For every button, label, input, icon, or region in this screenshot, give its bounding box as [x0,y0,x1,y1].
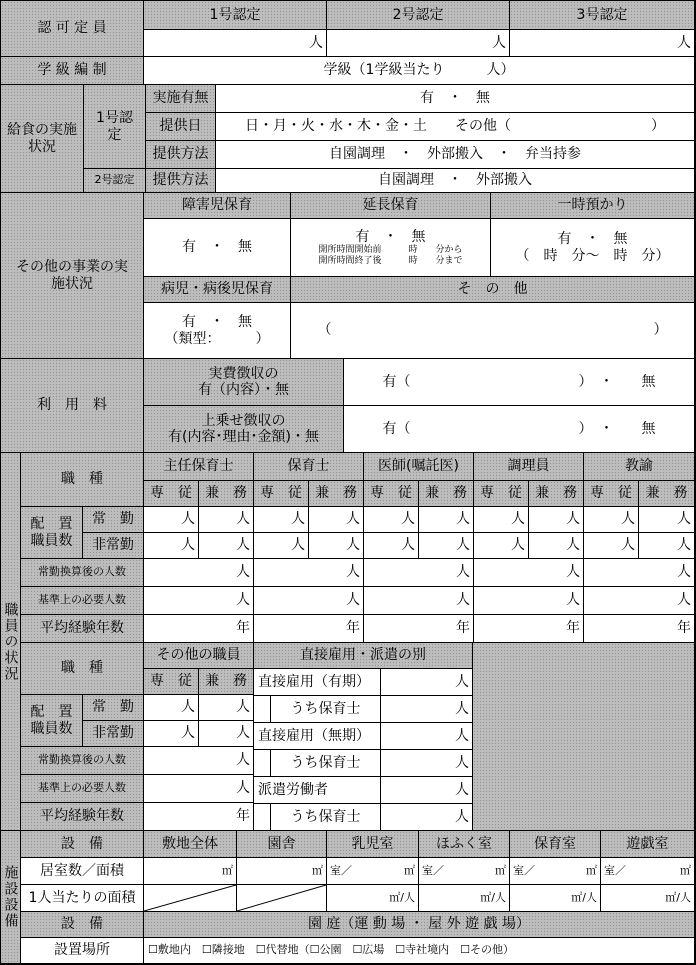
senju-header: 専 従 [474,481,529,507]
setsubi-label-2: 設 備 [21,912,144,938]
sonota-label: そ の 他 [291,277,695,303]
room-unit: 室／ [513,863,535,877]
meals-row-label: 実施有無 [146,85,216,113]
staff-count-input[interactable]: 人 [419,507,474,533]
capacity-input[interactable]: 人 [144,30,327,57]
per-area-input[interactable]: ㎡/人 [510,885,601,912]
per-area-input[interactable]: ㎡/人 [601,885,695,912]
koyou-row-label: うち保育士 [271,750,381,777]
m2-unit: ㎡ [680,863,691,877]
staff-count-input[interactable]: 人 [309,533,364,559]
facility-header: 園舎 [237,831,327,858]
per-area-input[interactable]: ㎡/人 [419,885,510,912]
koyou-row-label: 派遣労働者 [254,777,381,804]
koyou-header: 直接雇用・派遣の別 [254,643,473,669]
per-area-blank [144,885,237,912]
fees-l1: 上乗せ徴収の [201,412,286,429]
fees-row-value[interactable]: 有（ ） ・ 無 [344,406,695,453]
meals-type1-text: 1号認定 [96,110,133,143]
fees-row-label [144,359,344,406]
location-options[interactable]: ☐敷地内 ☐隣接地 ☐代替地（☐公園 ☐広場 ☐寺社境内 ☐その他） [144,938,695,964]
senju-header: 専 従 [144,481,199,507]
jokin-label: 常 勤 [83,507,144,533]
kennmu-header: 兼 務 [419,481,474,507]
m2-unit: ㎡ [404,863,415,877]
staff-count-input[interactable]: 人 [639,533,695,559]
other-services-header: 延長保育 [291,193,491,219]
staff-count-input[interactable]: 人 [529,533,584,559]
keiken-label: 平均経験年数 [21,803,144,831]
koyou-row-input[interactable]: 人 [381,804,473,831]
classes-value[interactable]: 学級（1学級当たり 人） [144,57,695,85]
meals-row-label: 提供日 [146,113,216,141]
staff-count-input[interactable]: 人 [639,507,695,533]
keiken-input[interactable]: 年 [254,615,364,643]
byoji-main: 有 ・ 無 [182,314,252,331]
keiken-input[interactable]: 年 [144,615,254,643]
haichi-l2: 職員数 [30,532,73,549]
hijokin-label: 非常勤 [83,721,144,747]
jokin-label: 常 勤 [83,695,144,721]
keiken-input[interactable]: 年 [144,803,254,831]
meals-row-value[interactable]: 自園調理 ・ 外部搬入 [216,169,695,193]
facility-header: 遊戯室 [601,831,695,858]
senju-header: 専 従 [584,481,639,507]
capacity-header: 1号認定 [144,1,327,30]
kijun-input[interactable]: 人 [364,587,474,615]
senju-header: 専 従 [364,481,419,507]
shogai-value[interactable]: 有 ・ 無 [144,219,291,277]
area-label: 居室数／面積 [21,858,144,885]
staff-shokushu-2: 職 種 [21,643,144,695]
kennmu-header: 兼 務 [639,481,695,507]
kijun-label: 基準上の必要人数 [21,775,144,803]
meals-type2: 2号認定 [84,169,146,193]
staff-count-input[interactable]: 人 [254,507,309,533]
kanzan-input[interactable]: 人 [144,559,254,587]
other-services-header: 一時預かり [491,193,695,219]
diagonal-line [237,885,326,911]
byoji-label: 病児・病後児保育 [144,277,291,303]
other-services-label [1,193,144,359]
byoji-type: （類型： ） [164,330,270,347]
encho-end: 開所時間終了後 時 分まで [318,255,463,266]
hijokin-label: 非常勤 [83,533,144,559]
keiken-input[interactable]: 年 [474,615,584,643]
keiken-input[interactable]: 年 [364,615,474,643]
fees-l2: 有（内容）・無 [198,382,289,398]
area-input[interactable]: ㎡ [144,858,237,885]
per-area-blank [237,885,327,912]
m2-unit: ㎡ [495,863,506,877]
encho-main: 有 ・ 無 [355,229,426,246]
keiken-label: 平均経験年数 [21,615,144,643]
kanzan-label: 常勤換算後の人数 [21,559,144,587]
ichiji-main: 有 ・ 無 [557,231,628,248]
kennmu-header: 兼 務 [309,481,364,507]
facility-header: 乳児室 [327,831,419,858]
staff-label [1,453,21,831]
area-input[interactable]: ㎡ [237,858,327,885]
room-unit: 室／ [330,863,352,877]
haichi-l1: 配 置 [30,516,73,533]
kanzan-label: 常勤換算後の人数 [21,747,144,775]
haichi-l1: 配 置 [30,704,73,721]
other-services-header: 障害児保育 [144,193,291,219]
capacity-input[interactable]: 人 [327,30,510,57]
kennmu-header: 兼 務 [529,481,584,507]
capacity-header: 3号認定 [510,1,695,30]
room-unit: 室／ [422,863,444,877]
koyou-row-input[interactable]: 人 [381,777,473,804]
fees-l1: 実費徴収の [208,365,279,382]
facility-label-text: 施設設備 [2,865,19,929]
classes-label: 学 級 編 制 [1,57,144,85]
koyou-row-input[interactable]: 人 [381,723,473,750]
staff-count-input[interactable]: 人 [474,507,529,533]
haichi-label [21,695,83,747]
staff-count-input[interactable]: 人 [144,507,199,533]
meals-row-value[interactable]: 日・月・火・水・木・金・土 その他（ ） [216,113,695,141]
koyou-row-label: うち保育士 [271,696,381,723]
staff-count-input[interactable]: 人 [529,507,584,533]
meals-label-text: 給食の実施状況 [7,122,77,155]
staff-count-input[interactable]: 人 [309,507,364,533]
facility-header: ほふく室 [419,831,510,858]
koyou-row-label: うち保育士 [271,804,381,831]
kanzan-input[interactable]: 人 [584,559,695,587]
staff-blank-area [473,643,695,831]
staff-count-input[interactable]: 人 [199,533,254,559]
per-label: 1人当たりの面積 [21,885,144,912]
byoji-value[interactable] [144,303,291,359]
kijun-input[interactable]: 人 [474,587,584,615]
fees-label: 利 用 料 [1,359,144,453]
meals-label [1,85,84,193]
koyou-indent [254,696,271,723]
staff-role-header: 主任保育士 [144,453,254,481]
staff-role-header: 調理員 [474,453,584,481]
koyou-row-input[interactable]: 人 [381,669,473,696]
kanzan-input[interactable]: 人 [474,559,584,587]
meals-type1 [84,85,146,169]
senju-header: 専 従 [144,669,199,695]
area-input[interactable] [419,858,510,885]
haichi-label [21,507,83,559]
staff-shokushu: 職 種 [21,453,144,507]
kijun-input[interactable]: 人 [144,775,254,803]
staff-role-header: 教諭 [584,453,695,481]
staff-count-input[interactable]: 人 [199,721,254,747]
room-unit: 室／ [604,863,626,877]
staff-count-input[interactable]: 人 [584,507,639,533]
staff-count-input[interactable]: 人 [144,695,199,721]
facility-label [1,831,21,964]
area-input[interactable] [510,858,601,885]
staff-count-input[interactable]: 人 [419,533,474,559]
staff-count-input[interactable]: 人 [584,533,639,559]
ichiji-time: （ 時 分～ 時 分） [515,247,670,264]
staff-count-input[interactable]: 人 [144,533,199,559]
meals-row-value[interactable]: 自園調理 ・ 外部搬入 ・ 弁当持参 [216,141,695,169]
ichiji-value[interactable] [491,219,695,277]
kanzan-input[interactable]: 人 [144,747,254,775]
senju-header: 専 従 [254,481,309,507]
meals-row-label: 提供方法 [146,141,216,169]
kijun-input[interactable]: 人 [254,587,364,615]
keiken-input[interactable]: 年 [584,615,695,643]
koyou-row-input[interactable]: 人 [381,696,473,723]
teien-header: 園 庭（運 動 場 ・ 屋 外 遊 戯 場） [144,912,695,938]
facility-header: 敷地全体 [144,831,237,858]
m2-unit: ㎡ [586,863,597,877]
kennmu-header: 兼 務 [199,481,254,507]
capacity-header: 2号認定 [327,1,510,30]
location-label: 設置場所 [21,938,144,964]
staff-count-input[interactable]: 人 [364,533,419,559]
kijun-input[interactable]: 人 [584,587,695,615]
encho-value[interactable] [291,219,491,277]
meals-row-value[interactable]: 有 ・ 無 [216,85,695,113]
other-services-label-text: その他の事業の実施状況 [16,259,128,292]
staff-count-input[interactable]: 人 [199,507,254,533]
staff-count-input[interactable]: 人 [254,533,309,559]
kennmu-header: 兼 務 [199,669,254,695]
koyou-row-label: 直接雇用（無期） [254,723,381,750]
fees-row-value[interactable]: 有（ ） ・ 無 [344,359,695,406]
kanzan-input[interactable]: 人 [364,559,474,587]
setsubi-label: 設 備 [21,831,144,858]
koyou-row-label: 直接雇用（有期） [254,669,381,696]
staff-role-header: 保育士 [254,453,364,481]
haichi-l2: 職員数 [30,720,73,737]
staff-count-input[interactable]: 人 [364,507,419,533]
fees-l2: 有(内容･理由･金額)・無 [168,429,319,445]
capacity-input[interactable]: 人 [510,30,695,57]
kanzan-input[interactable]: 人 [254,559,364,587]
kijun-input[interactable]: 人 [144,587,254,615]
diagonal-line [144,885,236,911]
capacity-label: 認 可 定 員 [1,1,144,57]
sonota-value[interactable]: （ ） [291,303,695,359]
staff-label-text: 職員の状況 [2,601,19,682]
encho-start: 開所時間開始前 時 分から [318,245,463,256]
per-area-input[interactable]: ㎡/人 [327,885,419,912]
fees-row-label [144,406,344,453]
koyou-indent [254,750,271,777]
area-input[interactable] [327,858,419,885]
kijun-label: 基準上の必要人数 [21,587,144,615]
meals-row-label: 提供方法 [146,169,216,193]
sonota-staff-header: その他の職員 [144,643,254,669]
area-input[interactable] [601,858,695,885]
staff-count-input[interactable]: 人 [144,721,199,747]
koyou-row-input[interactable]: 人 [381,750,473,777]
facility-header: 保育室 [510,831,601,858]
staff-count-input[interactable]: 人 [474,533,529,559]
staff-role-header: 医師(嘱託医) [364,453,474,481]
koyou-indent [254,804,271,831]
staff-count-input[interactable]: 人 [199,695,254,721]
